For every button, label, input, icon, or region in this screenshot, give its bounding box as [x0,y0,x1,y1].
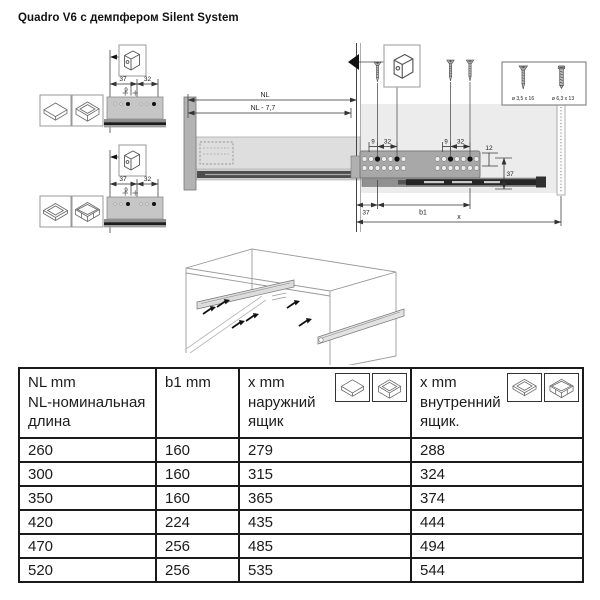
table-row [19,534,583,558]
drawer-metal-icon [544,373,579,402]
table-cell: 520 [19,558,156,582]
svg-text:37: 37 [362,209,370,217]
screw-icon [374,62,381,82]
cross-section-top [104,45,166,133]
dim-37-side-label: 37 [506,171,514,178]
table-cell: 420 [19,510,156,534]
table-cell: 324 [411,462,583,486]
screw-arrow-icon [232,320,245,328]
table-cell: 535 [239,558,411,582]
table-cell: 485 [239,534,411,558]
header-row [19,368,583,438]
svg-text:32: 32 [456,138,465,146]
col-header-x-inner: x mm внутренний ящик. [411,368,583,438]
telescopic-rail [362,177,546,188]
system-hole-strip [557,104,565,195]
x-label: x [457,214,461,221]
cabinet-perspective-view [186,249,404,365]
table-cell: 260 [19,438,156,462]
drawer-member [189,137,360,171]
col-header-b1: b1 mm [156,368,239,438]
drawer-high-icon [372,373,407,402]
table-cell: 374 [411,486,583,510]
table-cell: 435 [239,510,411,534]
table-cell: 160 [156,486,239,510]
screw-arrow-icon [246,313,259,321]
screw-spec-box [502,62,586,105]
table-cell: 544 [411,558,583,582]
cross-section-bottom [104,145,166,233]
table-cell: 300 [19,462,156,486]
table-cell: 444 [411,510,583,534]
screw-icon [447,60,455,81]
table-cell: 470 [19,534,156,558]
nl-dimension [188,92,357,118]
col-header-x-outer: x mm наружний ящик [239,368,411,438]
drawer-low-icon [335,373,370,402]
table-row [19,438,583,462]
screw-arrow-icon [287,300,300,308]
page-title: Quadro V6 с демпфером Silent System [18,12,239,24]
table-cell: 365 [239,486,411,510]
dimensions-table [18,367,584,583]
runner-rail [196,169,361,180]
nl-77-label: NL - 7,7 [250,105,276,112]
table-cell: 288 [411,438,583,462]
svg-text:32: 32 [383,138,392,146]
table-cell: 256 [156,534,239,558]
table-cell: 224 [156,510,239,534]
table-cell: 256 [156,558,239,582]
screw-icon [466,60,474,81]
table-cell: 160 [156,438,239,462]
b1-label: b1 [419,209,427,217]
table-cell: 494 [411,534,583,558]
table-cell: 160 [156,462,239,486]
table-cell: 279 [239,438,411,462]
dim-12-label: 12 [485,145,493,152]
table-cell: 315 [239,462,411,486]
svg-text:9: 9 [444,139,448,146]
drawer-type-icons-bottom [40,196,103,227]
drawer-frame-icon [507,373,542,402]
panel-cube-callout [348,45,420,87]
table-row [19,462,583,486]
table-cell: 350 [19,486,156,510]
slide-rail-right [318,309,404,344]
col-header-nl: NL mm NL-номинальная длина [19,368,156,438]
screw-small-label: ø 3,5 x 16 [511,96,535,102]
drawer-type-icons-top [40,95,103,126]
nl-label: NL [260,92,270,99]
table-row [19,486,583,510]
svg-text:9: 9 [371,139,375,146]
screw-large-label: ø 6,3 x 13 [551,96,575,102]
screw-arrow-icon [299,318,312,326]
mounting-rail [351,151,480,178]
table-row [19,510,583,534]
left-panel [184,97,196,190]
table-row [19,558,583,582]
